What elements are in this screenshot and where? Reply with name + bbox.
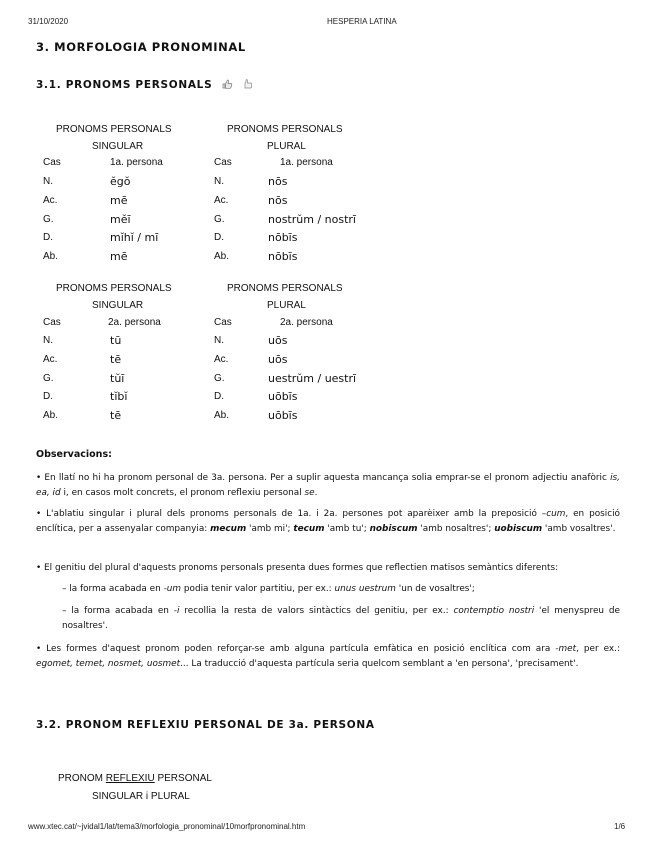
table-row-form: tū — [110, 334, 122, 347]
table-row-case: N. — [43, 335, 53, 346]
observation-subparagraph: – la forma acabada en -i recollia la resta de valors sintàctics del genitiu, per ex.: contemptio nostri 'el menyspreu de nosaltres'. — [62, 606, 620, 631]
table-row-form: uōs — [268, 334, 288, 347]
print-date: 31/10/2020 — [28, 17, 69, 26]
observation-paragraph: • El genitiu del plural d'aquests pronoms personals presenta dues formes que reflectien matisos semàntics diferents: — [36, 563, 559, 573]
table-row-case: Ab. — [214, 251, 230, 262]
pointer-icon[interactable] — [242, 79, 253, 89]
table-row-case: Ac. — [43, 354, 58, 365]
table-row-form: nōs — [268, 194, 288, 207]
table-row-case: Ac. — [214, 354, 229, 365]
table-row-form: nostrŭm / nostrī — [268, 213, 356, 226]
table-row-case: G. — [43, 373, 54, 384]
table-row-form: nōs — [268, 175, 288, 188]
table-row-form: mĕī — [110, 213, 131, 226]
table-row-case: D. — [43, 391, 53, 402]
column-header-person: 2a. persona — [108, 317, 161, 328]
print-url: www.xtec.cat/~jvidal1/lat/tema3/morfologia_pronominal/10morfpronominal.htm — [28, 822, 306, 831]
column-header-case: Cas — [43, 157, 61, 168]
table-row-case: D. — [43, 232, 53, 243]
table-row-case: N. — [214, 176, 224, 187]
table-row-case: Ac. — [214, 195, 229, 206]
reflexive-table-title: PRONOM REFLEXIU PERSONAL — [58, 773, 212, 784]
thumb-icon[interactable] — [222, 79, 233, 89]
table-row-form: tŭī — [110, 372, 125, 385]
table-row-form: mē — [110, 250, 128, 263]
table-row-case: Ab. — [43, 410, 59, 421]
column-header-person: 1a. persona — [280, 157, 333, 168]
section-title: 3. MORFOLOGIA PRONOMINAL — [36, 40, 246, 54]
print-site-title: HESPERIA LATINA — [327, 17, 397, 26]
table-row-form: uōbīs — [268, 409, 298, 422]
reflexive-table-subtitle: SINGULAR i PLURAL — [92, 791, 190, 802]
table-row-case: G. — [214, 214, 225, 225]
table-title: PRONOMS PERSONALS — [227, 283, 343, 294]
table-row-case: D. — [214, 232, 224, 243]
column-header-case: Cas — [214, 157, 232, 168]
table-row-form: uōs — [268, 353, 288, 366]
table-row-case: Ab. — [214, 410, 230, 421]
table-row-case: G. — [43, 214, 54, 225]
column-header-person: 1a. persona — [110, 157, 163, 168]
table-row-form: tē — [110, 409, 122, 422]
observations-title: Observacions: — [36, 449, 112, 460]
subsection-title-reflexive: 3.2. PRONOM REFLEXIU PERSONAL DE 3a. PERSONA — [36, 719, 375, 731]
column-header-person: 2a. persona — [280, 317, 333, 328]
table-subtitle: SINGULAR — [92, 141, 144, 152]
table-title: PRONOMS PERSONALS — [56, 283, 172, 294]
column-header-case: Cas — [214, 317, 232, 328]
table-subtitle: SINGULAR — [92, 300, 144, 311]
column-header-case: Cas — [43, 317, 61, 328]
table-row-form: nōbīs — [268, 231, 298, 244]
table-row-form: tē — [110, 353, 122, 366]
observation-subparagraph: – la forma acabada en -um podia tenir valor partitiu, per ex.: unus uestrum 'un de vosaltres'; — [62, 584, 475, 594]
table-title: PRONOMS PERSONALS — [56, 124, 172, 135]
table-row-case: G. — [214, 373, 225, 384]
print-page-number: 1/6 — [614, 822, 626, 831]
table-row-form: ĕgŏ — [110, 175, 131, 188]
observation-paragraph: • Les formes d'aquest pronom poden reforçar-se amb alguna partícula emfàtica en posició enclítica com ara -met, per ex.: egomet, temet, nosmet, uosmet... La traducció d'aquesta partícula seria quelcom semblant a 'en persona', 'precisament'. — [36, 644, 620, 669]
table-row-form: mē — [110, 194, 128, 207]
table-row-case: N. — [43, 176, 53, 187]
table-row-case: N. — [214, 335, 224, 346]
table-row-form: nōbīs — [268, 250, 298, 263]
table-row-case: Ab. — [43, 251, 59, 262]
table-row-form: mĭhĭ / mī — [110, 231, 159, 244]
reflexiu-link[interactable]: REFLEXIU — [105, 773, 155, 784]
table-row-form: uōbīs — [268, 390, 298, 403]
observation-paragraph: • L'ablatiu singular i plural dels pronoms personals de 1a. i 2a. persones pot aparèixer amb la preposició –cum, en posició enclítica, per a assenyalar companyia: mecum 'amb mi'; tecum 'amb tu'; nobiscum 'amb nosaltres'; uobiscum 'amb vosaltres'. — [36, 509, 620, 534]
table-row-form: tĭbĭ — [110, 390, 128, 403]
table-row-form: uestrŭm / uestrī — [268, 372, 357, 385]
observation-paragraph: • En llatí no hi ha pronom personal de 3a. persona. Per a suplir aquesta mancança solia emprar-se el pronom adjectiu anafòric is, ea, id i, en casos molt concrets, el pronom reflexiu personal se. — [36, 473, 620, 498]
subsection-title-personal — [36, 79, 253, 91]
table-title: PRONOMS PERSONALS — [227, 124, 343, 135]
table-row-case: D. — [214, 391, 224, 402]
subsection-title-text: 3.1. PRONOMS PERSONALS — [36, 79, 213, 91]
table-subtitle: PLURAL — [267, 141, 306, 152]
table-subtitle: PLURAL — [267, 300, 306, 311]
table-row-case: Ac. — [43, 195, 58, 206]
